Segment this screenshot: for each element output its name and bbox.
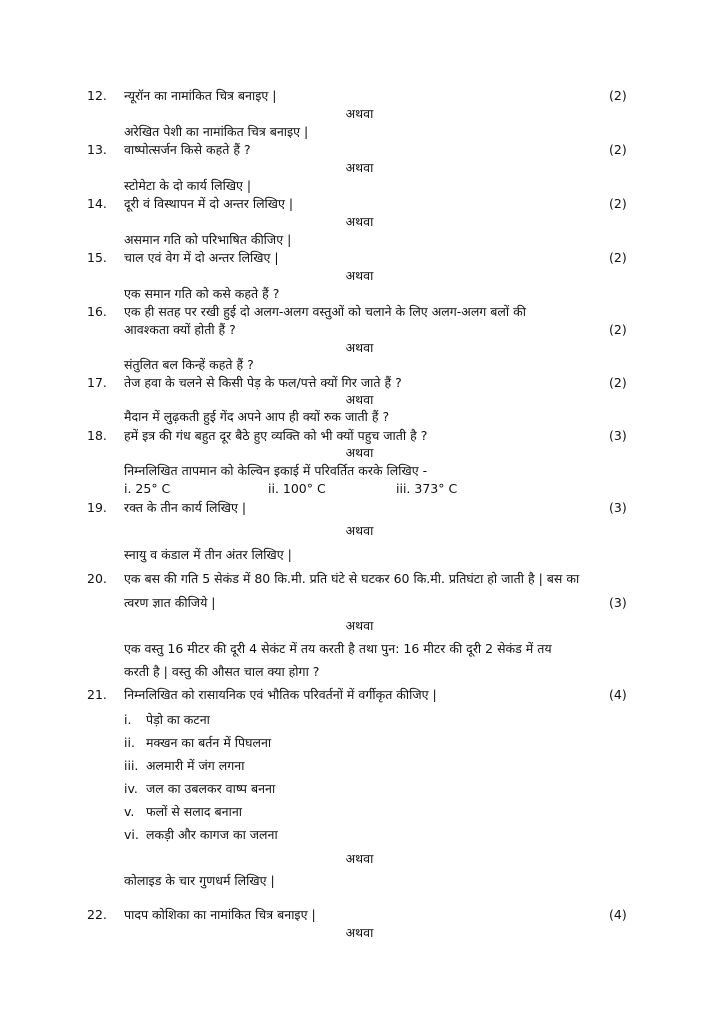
marks: (2) — [609, 250, 627, 265]
question-text: हमें इत्र की गंध बहुत दूर बैठे हुए व्यक्ति को भी क्यों पहुच जाती है ? — [124, 428, 428, 443]
question-text-line1: एक ही सतह पर रखी हुई दो अलग-अलग वस्तुओं को चलाने के लिए अलग-अलग बलों की — [124, 304, 526, 319]
or-separator: अथवा — [345, 445, 374, 460]
marks: (4) — [609, 907, 627, 922]
question-number: 12. — [87, 88, 107, 103]
question-number: 18. — [87, 428, 107, 443]
list-item: लकड़ी और कागज का जलना — [146, 827, 278, 842]
list-item: मक्खन का बर्तन में पिघलना — [146, 735, 272, 750]
question-number: 15. — [87, 250, 107, 265]
question-number: 14. — [87, 196, 107, 211]
question-text: निम्नलिखित को रासायनिक एवं भौतिक परिवर्तनों में वर्गीकृत कीजिए | — [124, 687, 437, 702]
or-separator: अथवा — [345, 268, 374, 283]
or-separator: अथवा — [345, 340, 374, 355]
marks: (2) — [609, 142, 627, 157]
or-separator: अथवा — [345, 925, 374, 940]
question-text: तेज हवा के चलने से किसी पेड़ के फल/पत्ते क्यों गिर जाते हैं ? — [124, 375, 402, 390]
question-text: न्यूरॉन का नामांकित चित्र बनाइए | — [124, 88, 277, 103]
alternate-question: एक समान गति को कसे कहते हैं ? — [124, 286, 280, 301]
alternate-question-line2: करती है | वस्तु की औसत चाल क्या होगा ? — [124, 664, 320, 679]
question-text: रक्त के तीन कार्य लिखिए | — [124, 500, 247, 515]
marks: (3) — [609, 500, 627, 515]
question-number: 22. — [87, 907, 107, 922]
alternate-question: असमान गति को परिभाषित कीजिए | — [124, 232, 292, 247]
alternate-question: स्नायु व कंडाल में तीन अंतर लिखिए | — [124, 547, 292, 562]
list-item-number: vi. — [124, 827, 139, 842]
list-item: पेड़ो का कटना — [146, 712, 210, 727]
alternate-question: निम्नलिखित तापमान को केल्विन इकाई में परिवर्तित करके लिखिए - — [124, 463, 428, 478]
question-number: 16. — [87, 304, 107, 319]
option-2: ii. 100° C — [268, 481, 326, 496]
alternate-question: कोलाइड के चार गुणधर्म लिखिए | — [124, 873, 275, 888]
question-text-line2: त्वरण ज्ञात कीजिये | — [124, 595, 216, 610]
option-3: iii. 373° C — [396, 481, 458, 496]
alternate-question: स्टोमेटा के दो कार्य लिखिए | — [124, 178, 252, 193]
marks: (4) — [609, 687, 627, 702]
question-number: 13. — [87, 142, 107, 157]
question-text: वाष्पोत्सर्जन किसे कहते हैं ? — [124, 142, 251, 157]
question-number: 19. — [87, 500, 107, 515]
list-item: अलमारी में जंग लगना — [146, 758, 245, 773]
list-item-number: v. — [124, 804, 135, 819]
question-text: पादप कोशिका का नामांकित चित्र बनाइए | — [124, 907, 316, 922]
or-separator: अथवा — [345, 392, 374, 407]
list-item-number: iv. — [124, 781, 138, 796]
question-text-line2: आवश्कता क्यों होती हैं ? — [124, 322, 236, 337]
list-item: जल का उबलकर वाष्प बनना — [146, 781, 276, 796]
or-separator: अथवा — [345, 523, 374, 538]
marks: (2) — [609, 88, 627, 103]
question-number: 21. — [87, 687, 107, 702]
list-item: फलों से सलाद बनाना — [146, 804, 243, 819]
alternate-question-line1: एक वस्तु 16 मीटर की दूरी 4 सेकंट में तय करती है तथा पुन: 16 मीटर की दूरी 2 सेकंड में तय — [124, 641, 552, 656]
question-number: 17. — [87, 375, 107, 390]
question-text-line1: एक बस की गति 5 सेकंड में 80 कि.मी. प्रति घंटे से घटकर 60 कि.मी. प्रतिघंटा हो जाती है | बस का — [124, 571, 580, 586]
or-separator: अथवा — [345, 851, 374, 866]
marks: (3) — [609, 428, 627, 443]
list-item-number: i. — [124, 712, 132, 727]
or-separator: अथवा — [345, 618, 374, 633]
alternate-question: मैदान में लुढ़कती हुई गेंद अपने आप ही क्यों रुक जाती हैं ? — [124, 409, 390, 424]
marks: (2) — [609, 375, 627, 390]
or-separator: अथवा — [345, 214, 374, 229]
list-item-number: ii. — [124, 735, 135, 750]
list-item-number: iii. — [124, 758, 139, 773]
option-1: i. 25° C — [124, 481, 171, 496]
alternate-question: अरेखित पेशी का नामांकित चित्र बनाइए | — [124, 124, 309, 139]
marks: (3) — [609, 595, 627, 610]
marks: (2) — [609, 196, 627, 211]
question-text: चाल एवं वेग में दो अन्तर लिखिए | — [124, 250, 279, 265]
alternate-question: संतुलित बल किन्हें कहते हैं ? — [124, 357, 254, 372]
or-separator: अथवा — [345, 106, 374, 121]
question-number: 20. — [87, 571, 107, 586]
or-separator: अथवा — [345, 160, 374, 175]
question-text: दूरी वं विस्थापन में दो अन्तर लिखिए | — [124, 196, 294, 211]
marks: (2) — [609, 322, 627, 337]
